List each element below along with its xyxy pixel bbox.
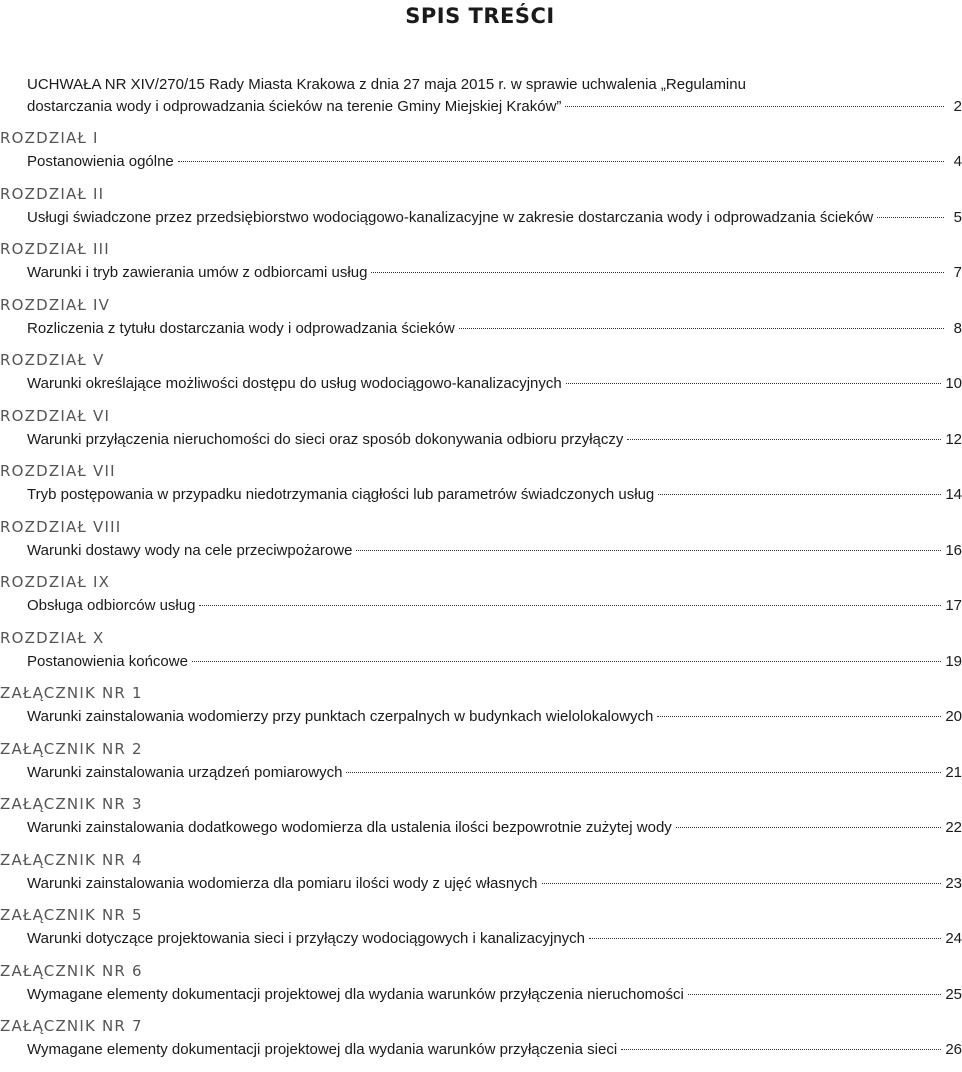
toc-section (0, 961, 962, 1017)
toc-entry[interactable] (27, 929, 962, 949)
page-number: 10 (945, 375, 962, 392)
section-heading: ZAŁĄCZNIK NR 2 (0, 739, 143, 758)
page-number: 14 (945, 486, 962, 503)
intro-title-end: dostarczania wody i odprowadzania ścieków na terenie Gminy Miejskiej Kraków” (27, 98, 562, 115)
dot-leader (178, 161, 944, 162)
section-heading: ROZDZIAŁ VIII (0, 517, 122, 536)
entry-title: Warunki przyłączenia nieruchomości do sieci oraz sposób dokonywania odbioru przyłączy (27, 430, 624, 448)
dot-leader (676, 827, 942, 828)
dot-leader (658, 494, 941, 495)
entry-title: Obsługa odbiorców usług (27, 597, 196, 614)
toc-section (0, 184, 962, 240)
section-heading: ZAŁĄCZNIK NR 1 (0, 684, 143, 702)
section-heading: ROZDZIAŁ IV (0, 295, 111, 314)
page-number: 2 (953, 98, 962, 115)
dot-leader (346, 772, 941, 773)
toc-section (0, 905, 962, 961)
entry-title: Warunki zainstalowania wodomierzy przy punktach czerpalnych w budynkach wielolokalowych (27, 708, 654, 725)
toc-entry[interactable] (27, 485, 962, 505)
toc-section (0, 739, 962, 795)
section-heading: ROZDZIAŁ I (0, 129, 99, 147)
section-heading: ROZDZIAŁ V (0, 351, 105, 369)
intro-entry[interactable] (27, 74, 962, 118)
toc-section (0, 628, 962, 684)
entry-title: Wymagane elementy dokumentacji projektowej dla wydania warunków przyłączenia sieci (27, 1041, 618, 1058)
toc-section (0, 461, 962, 517)
toc-section (0, 239, 962, 295)
toc-section (0, 517, 962, 573)
toc-entry[interactable] (27, 208, 962, 228)
entry-title: Postanowienia końcowe (27, 652, 188, 670)
section-heading: ROZDZIAŁ IX (0, 573, 111, 591)
toc-sections (0, 128, 962, 1072)
dot-leader (356, 550, 941, 551)
dot-leader (459, 328, 944, 329)
page-number: 22 (945, 819, 962, 836)
page-number: 4 (953, 153, 962, 170)
toc-entry[interactable] (27, 652, 962, 672)
toc-entry[interactable] (27, 596, 962, 616)
section-heading: ZAŁĄCZNIK NR 3 (0, 795, 143, 813)
toc-entry[interactable] (27, 1040, 962, 1060)
section-heading: ROZDZIAŁ VII (0, 462, 116, 480)
toc-section (0, 128, 962, 184)
toc-entry[interactable] (27, 707, 962, 727)
toc-section (0, 850, 962, 906)
page-number: 24 (945, 930, 962, 947)
toc-section (0, 1016, 962, 1072)
section-heading: ROZDZIAŁ X (0, 628, 105, 647)
page-number: 8 (953, 319, 962, 337)
toc-section (0, 295, 962, 351)
toc-entry[interactable] (27, 818, 962, 838)
page-number: 26 (945, 1041, 962, 1058)
dot-leader (566, 383, 942, 384)
entry-title: Usługi świadczone przez przedsiębiorstwo wodociągowo-kanalizacyjne w zakresie dostarczania wody i odprowadzania ścieków (27, 208, 874, 226)
page-number: 20 (945, 708, 962, 725)
intro-line-2 (27, 96, 962, 118)
toc-section (0, 794, 962, 850)
toc-section (0, 572, 962, 628)
page-number: 5 (953, 208, 962, 226)
dot-leader (877, 217, 944, 218)
page-number: 25 (945, 985, 962, 1003)
dot-leader (627, 439, 941, 440)
entry-title: Warunki dostawy wody na cele przeciwpożarowe (27, 541, 353, 559)
toc-section (0, 406, 962, 462)
entry-title: Warunki zainstalowania urządzeń pomiarowych (27, 763, 343, 781)
toc-entry[interactable] (27, 985, 962, 1005)
entry-title: Warunki zainstalowania dodatkowego wodomierza dla ustalenia ilości bezpowrotnie zużytej wody (27, 819, 672, 836)
entry-title: Wymagane elementy dokumentacji projektowej dla wydania warunków przyłączenia nieruchomości (27, 985, 684, 1003)
dot-leader (542, 883, 942, 884)
page-title: SPIS TREŚCI (405, 4, 555, 28)
toc-section (0, 683, 962, 739)
dot-leader (199, 605, 941, 606)
entry-title: Tryb postępowania w przypadku niedotrzymania ciągłości lub parametrów świadczonych usług (27, 486, 655, 503)
page-number: 21 (945, 763, 962, 781)
page-number: 7 (953, 264, 962, 281)
dot-leader (688, 994, 941, 995)
dot-leader (589, 938, 941, 939)
entry-title: Postanowienia ogólne (27, 153, 174, 170)
page-number: 17 (945, 597, 962, 614)
toc-entry[interactable] (27, 430, 962, 450)
page-number: 16 (945, 541, 962, 559)
toc-entry[interactable] (27, 263, 962, 283)
dot-leader (657, 716, 941, 717)
section-heading: ZAŁĄCZNIK NR 7 (0, 1017, 143, 1035)
toc-section (0, 350, 962, 406)
toc-entry[interactable] (27, 541, 962, 561)
toc-entry[interactable] (27, 763, 962, 783)
section-heading: ROZDZIAŁ II (0, 184, 105, 203)
toc-entry[interactable] (27, 374, 962, 394)
section-heading: ZAŁĄCZNIK NR 5 (0, 906, 143, 924)
section-heading: ROZDZIAŁ VI (0, 406, 111, 425)
section-heading: ZAŁĄCZNIK NR 4 (0, 850, 143, 869)
entry-title: Warunki i tryb zawierania umów z odbiorcami usług (27, 264, 368, 281)
toc-entry[interactable] (27, 319, 962, 339)
entry-title: Warunki dotyczące projektowania sieci i przyłączy wodociągowych i kanalizacyjnych (27, 930, 586, 947)
dot-leader (621, 1049, 941, 1050)
section-heading: ZAŁĄCZNIK NR 6 (0, 961, 143, 980)
section-heading: ROZDZIAŁ III (0, 240, 110, 258)
page-number: 23 (945, 874, 962, 892)
dot-leader (192, 661, 941, 662)
page-number: 19 (945, 652, 962, 670)
toc-entry[interactable] (27, 874, 962, 894)
intro-line-1: UCHWAŁA NR XIV/270/15 Rady Miasta Krakowa z dnia 27 maja 2015 r. w sprawie uchwalenia „Regulaminu (27, 76, 746, 93)
toc-entry[interactable] (27, 152, 962, 172)
dot-leader (371, 272, 944, 273)
entry-title: Warunki określające możliwości dostępu do usług wodociągowo-kanalizacyjnych (27, 375, 562, 392)
entry-title: Warunki zainstalowania wodomierza dla pomiaru ilości wody z ujęć własnych (27, 874, 538, 892)
dot-leader (565, 106, 944, 107)
entry-title: Rozliczenia z tytułu dostarczania wody i odprowadzania ścieków (27, 319, 455, 337)
page-number: 12 (945, 430, 962, 448)
